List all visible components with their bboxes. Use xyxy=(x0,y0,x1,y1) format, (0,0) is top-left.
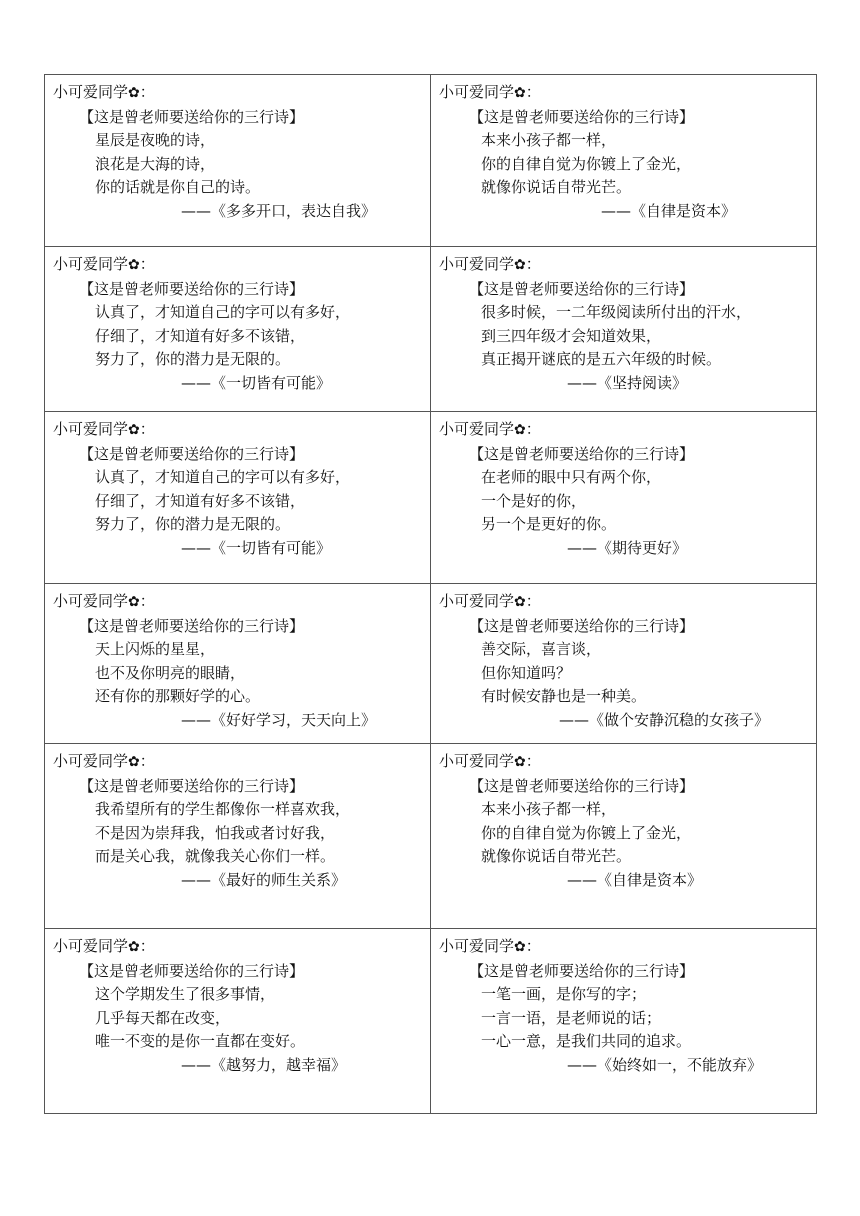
poem-title: ——《坚持阅读》 xyxy=(567,373,688,392)
poem-line: 还有你的那颗好学的心。 xyxy=(95,687,261,705)
poem-line: 不是因为崇拜我，怕我或者讨好我， xyxy=(95,823,336,842)
greeting-colon: ： xyxy=(525,752,541,770)
poem-line: 也不及你明亮的眼睛， xyxy=(95,663,246,682)
poem-line: 而是关心我，就像我关心你们一样。 xyxy=(95,847,336,865)
greeting-colon: ： xyxy=(139,420,155,438)
greeting-colon: ： xyxy=(139,255,155,273)
greeting-line xyxy=(53,418,422,443)
greeting-line xyxy=(53,253,422,278)
greeting-text: 小可爱同学 xyxy=(439,255,515,273)
poem-line: 你的话就是你自己的诗。 xyxy=(95,178,261,196)
poem-line: 这个学期发生了很多事情， xyxy=(95,985,276,1003)
poem-card-content xyxy=(431,412,816,560)
poem-line: 到三四年级才会知道效果， xyxy=(481,326,662,345)
poem-title: ——《自律是资本》 xyxy=(601,201,737,220)
poem-title: ——《自律是资本》 xyxy=(567,870,703,889)
flower-icon: ✿ xyxy=(128,754,140,770)
greeting-line xyxy=(439,750,808,775)
greeting-text: 小可爱同学 xyxy=(53,83,129,101)
poem-line: 一心一意，是我们共同的追求。 xyxy=(481,1032,692,1050)
poem-card xyxy=(45,744,431,929)
greeting-line xyxy=(53,750,422,775)
poem-title: ——《一切皆有可能》 xyxy=(181,373,332,392)
poem-intro: 【这是曾老师要送给你的三行诗】 xyxy=(79,616,305,635)
poem-title: ——《始终如一，不能放弃》 xyxy=(567,1055,763,1074)
greeting-line xyxy=(439,935,808,960)
poem-line: 浪花是大海的诗， xyxy=(95,154,216,173)
poem-line: 认真了，才知道自己的字可以有多好， xyxy=(95,468,351,486)
poem-title: ——《多多开口，表达自我》 xyxy=(181,201,377,220)
greeting-text: 小可爱同学 xyxy=(53,592,129,610)
poem-line: 你的自律自觉为你镀上了金光， xyxy=(481,154,692,173)
poem-line: 唯一不变的是你一直都在变好。 xyxy=(95,1032,306,1050)
greeting-colon: ： xyxy=(139,83,155,101)
poem-line: 在老师的眼中只有两个你， xyxy=(481,468,662,486)
greeting-colon: ： xyxy=(525,83,541,101)
poem-card-content xyxy=(431,75,816,223)
flower-icon: ✿ xyxy=(128,939,140,955)
greeting-line xyxy=(53,935,422,960)
poem-line: 几乎每天都在改变， xyxy=(95,1008,231,1027)
greeting-line xyxy=(53,590,422,615)
greeting-colon: ： xyxy=(525,937,541,955)
poem-line: 一笔一画，是你写的字； xyxy=(481,985,647,1003)
poem-line: 努力了，你的潜力是无限的。 xyxy=(95,350,291,368)
greeting-text: 小可爱同学 xyxy=(53,937,129,955)
greeting-line xyxy=(439,253,808,278)
flower-icon: ✿ xyxy=(128,85,140,101)
greeting-line xyxy=(439,81,808,106)
greeting-text: 小可爱同学 xyxy=(439,83,515,101)
poem-line: 本来小孩子都一样， xyxy=(481,800,617,818)
greeting-text: 小可爱同学 xyxy=(53,255,129,273)
poem-intro: 【这是曾老师要送给你的三行诗】 xyxy=(79,444,305,463)
poem-card-row xyxy=(45,929,817,1114)
poem-line: 有时候安静也是一种美。 xyxy=(481,687,647,705)
poem-card-content xyxy=(45,929,430,1077)
flower-icon: ✿ xyxy=(514,939,526,955)
poem-card xyxy=(431,412,817,584)
poem-card-content xyxy=(431,929,816,1077)
poem-card-content xyxy=(45,412,430,560)
poem-card-table xyxy=(44,74,817,1114)
flower-icon: ✿ xyxy=(514,422,526,438)
flower-icon: ✿ xyxy=(514,257,526,273)
greeting-text: 小可爱同学 xyxy=(53,752,129,770)
poem-line: 仔细了，才知道有好多不该错， xyxy=(95,491,306,510)
poem-line: 一言一语，是老师说的话； xyxy=(481,1008,662,1027)
greeting-text: 小可爱同学 xyxy=(439,420,515,438)
greeting-colon: ： xyxy=(525,420,541,438)
poem-card-content xyxy=(45,584,430,732)
poem-card xyxy=(431,584,817,744)
greeting-colon: ： xyxy=(525,592,541,610)
poem-card-content xyxy=(431,744,816,892)
poem-line: 但你知道吗？ xyxy=(481,663,572,682)
poem-line: 就像你说话自带光芒。 xyxy=(481,178,632,196)
greeting-colon: ： xyxy=(139,752,155,770)
poem-card xyxy=(431,247,817,412)
poem-card xyxy=(431,929,817,1114)
greeting-colon: ： xyxy=(525,255,541,273)
poem-title: ——《好好学习，天天向上》 xyxy=(181,710,377,729)
greeting-text: 小可爱同学 xyxy=(53,420,129,438)
poem-card xyxy=(45,584,431,744)
poem-intro: 【这是曾老师要送给你的三行诗】 xyxy=(469,444,695,463)
greeting-colon: ： xyxy=(139,592,155,610)
poem-title: ——《一切皆有可能》 xyxy=(181,538,332,557)
poem-card-content xyxy=(431,584,816,732)
poem-card xyxy=(45,75,431,247)
poem-line: 本来小孩子都一样， xyxy=(481,131,617,149)
poem-card-content xyxy=(431,247,816,395)
poem-card xyxy=(431,744,817,929)
poem-line: 就像你说话自带光芒。 xyxy=(481,847,632,865)
poem-title: ——《越努力，越幸福》 xyxy=(181,1055,347,1074)
poem-card-row xyxy=(45,247,817,412)
poem-intro: 【这是曾老师要送给你的三行诗】 xyxy=(469,616,695,635)
flower-icon: ✿ xyxy=(128,257,140,273)
greeting-text: 小可爱同学 xyxy=(439,937,515,955)
poem-card-row xyxy=(45,412,817,584)
poem-line: 很多时候，一二年级阅读所付出的汗水， xyxy=(481,303,752,321)
greeting-line xyxy=(439,590,808,615)
poem-title: ——《做个安静沉稳的女孩子》 xyxy=(559,710,770,729)
poem-intro: 【这是曾老师要送给你的三行诗】 xyxy=(79,107,305,126)
poem-card-row xyxy=(45,75,817,247)
poem-line: 真正揭开谜底的是五六年级的时候。 xyxy=(481,350,722,368)
greeting-text: 小可爱同学 xyxy=(439,752,515,770)
poem-line: 星辰是夜晚的诗， xyxy=(95,131,216,149)
poem-intro: 【这是曾老师要送给你的三行诗】 xyxy=(79,279,305,298)
flower-icon: ✿ xyxy=(514,594,526,610)
poem-intro: 【这是曾老师要送给你的三行诗】 xyxy=(469,961,695,980)
poem-line: 你的自律自觉为你镀上了金光， xyxy=(481,823,692,842)
flower-icon: ✿ xyxy=(128,422,140,438)
poem-line: 认真了，才知道自己的字可以有多好， xyxy=(95,303,351,321)
poem-intro: 【这是曾老师要送给你的三行诗】 xyxy=(79,961,305,980)
poem-card-row xyxy=(45,744,817,929)
poem-card-row xyxy=(45,584,817,744)
poem-line: 天上闪烁的星星， xyxy=(95,640,216,658)
flower-icon: ✿ xyxy=(128,594,140,610)
poem-title: ——《最好的师生关系》 xyxy=(181,870,347,889)
greeting-colon: ： xyxy=(139,937,155,955)
poem-intro: 【这是曾老师要送给你的三行诗】 xyxy=(79,776,305,795)
poem-card-content xyxy=(45,75,430,223)
poem-title: ——《期待更好》 xyxy=(567,538,688,557)
poem-intro: 【这是曾老师要送给你的三行诗】 xyxy=(469,776,695,795)
greeting-line xyxy=(439,418,808,443)
flower-icon: ✿ xyxy=(514,85,526,101)
poem-card-content xyxy=(45,744,430,892)
poem-card xyxy=(45,412,431,584)
greeting-line xyxy=(53,81,422,106)
poem-card-content xyxy=(45,247,430,395)
poem-line: 我希望所有的学生都像你一样喜欢我， xyxy=(95,800,351,818)
flower-icon: ✿ xyxy=(514,754,526,770)
poem-line: 努力了，你的潜力是无限的。 xyxy=(95,515,291,533)
poem-line: 另一个是更好的你。 xyxy=(481,515,617,533)
poem-intro: 【这是曾老师要送给你的三行诗】 xyxy=(469,279,695,298)
poem-card xyxy=(45,247,431,412)
poem-card xyxy=(45,929,431,1114)
poem-card xyxy=(431,75,817,247)
poem-line: 善交际，喜言谈， xyxy=(481,640,602,658)
greeting-text: 小可爱同学 xyxy=(439,592,515,610)
poem-line: 仔细了，才知道有好多不该错， xyxy=(95,326,306,345)
poem-line: 一个是好的你， xyxy=(481,491,587,510)
poem-card-table-body xyxy=(45,75,817,1114)
poem-intro: 【这是曾老师要送给你的三行诗】 xyxy=(469,107,695,126)
